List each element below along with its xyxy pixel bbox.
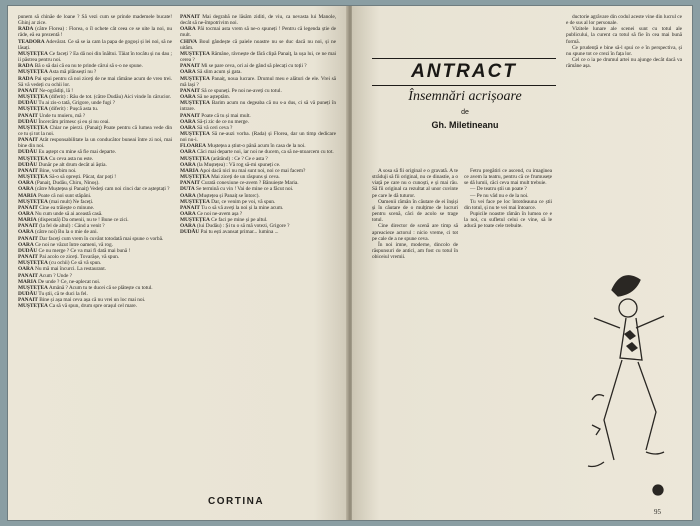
speaker-name: PANAIT [18, 272, 38, 279]
dialogue-text: De unde ? Ce, ne-aplecat noi. [37, 278, 101, 285]
dialogue-text: Dar, ce venim pe voi, vă spun. [211, 198, 276, 205]
right-page [352, 6, 692, 520]
speaker-name: OARA [180, 26, 196, 33]
dialogue-text: (Panaiț, Dudău, Chiru, Ninoș). [35, 180, 100, 187]
left-page-column-1 [18, 14, 172, 484]
article-paragraph: Oamenii rămân în căutare de ei înșiși și în căutare de o mulțime de lucruri pentru scenă, căci de acolo se trage totul. [372, 198, 458, 224]
dialogue-text: Unde tu muieru, mă ? [39, 112, 86, 119]
speaker-name: MARIA [18, 217, 37, 224]
dialogue-text: Muștețea a știut-o până acum în casa de la noi. [207, 143, 306, 150]
dialogue-line [180, 100, 336, 112]
speaker-name: OARA [18, 186, 34, 193]
speaker-name: MUȘTEȚEA [18, 124, 48, 131]
article-paragraph: Pupicile noastre rămân în lumea ce e la noi, cu sufletul celui ce vine, să le aducă pe toate cele trebuite. [464, 211, 552, 230]
dialogue-text: Pai acolo ce ziceți. Tovarășe, vă spun. [39, 254, 120, 261]
dialogue-text: Nu cum unde să ai această casă. [35, 211, 103, 217]
speaker-name: DUDĂU [18, 118, 38, 125]
speaker-name: MUȘTEȚEA [18, 260, 48, 267]
dialogue-line [180, 229, 336, 235]
speaker-name: DUDĂU [180, 229, 200, 236]
dialogue-text: (disperată) Da omenii, nu te ! Bune ce zici. [37, 217, 129, 224]
dialogue-text: Dar faceți cum vrem în cuvânt totodată mai spune o vorbă. [39, 235, 164, 242]
book-spread [8, 6, 692, 520]
dialogue-text: Să ne așteptăm. [197, 94, 230, 101]
dialogue-text: (diferit) : Pușcă asta tu. [49, 106, 99, 113]
speaker-name: MUȘTEȚEA [18, 50, 48, 57]
dialogue-text: (cu ochii) Ce să vă spun. [49, 260, 102, 267]
left-page [8, 6, 348, 520]
article-paragraph: Tu vei face pe loc întotdeauna ce știi din totul, și nu te vei mai întoarce. [464, 198, 552, 211]
dialogue-text: Cine ea trăiește o minune. [39, 204, 95, 211]
right-page-column-3 [566, 14, 682, 244]
dialogue-text: (către Florea) : Florea, o îl ochete cât ceea ce se uite la noi, nu râde, eă ea prezentă ! [18, 26, 172, 39]
dialogue-text: Atât responsabilitate la un conducător buneai între zi noi, mai bine din noi. [18, 137, 172, 150]
speaker-name: PANAIT [180, 87, 200, 94]
dialogue-text: Să ce spuneți. Pe noi ne-aveți cu totul. [201, 87, 282, 94]
speaker-name: MUȘTEȚEA [18, 94, 48, 101]
dialogue-text: Apoi dacă nici nu mai sunt noi, noi ce mai facem? [199, 167, 306, 174]
dialogue-line [18, 51, 172, 63]
speaker-name: PANAIT [18, 167, 38, 174]
dialogue-text: punem să chinăe de loane ? Să vezi cum se prinde mademele bucate! Ghinj ar zice. [18, 14, 172, 27]
speaker-name: MUȘTEȚEA [180, 217, 210, 224]
speaker-name: OARA [18, 180, 34, 187]
article-paragraph: Vizitele lunare ale scenei sunt cu totul ale publicului, la curent ca totul să fie în cea mai bună formă. [566, 26, 682, 45]
article-paragraph: A sosa să fii original e o gravată. A te străduji să fii original, nu ce dinastie, a o viață pe care nu o cunoști, e și mai rău. Să fii original ca rezultat al unor cuvinte pe care le dă tuturor. [372, 168, 458, 199]
dialogue-line [180, 26, 336, 38]
dialogue-line [180, 51, 336, 63]
article-paragraph: — Pe nu văd nu e de la noi. [470, 192, 529, 199]
dialogue-text: Panaiț, noua lucrare. Drumul meu e alături de ele. Vrei să mă lași ? [180, 75, 336, 88]
speaker-name: MUȘTEȚEA [180, 75, 210, 82]
speaker-name: MUȘTEȚEA [18, 69, 48, 76]
speaker-name: MUȘTEȚEA [180, 155, 210, 162]
dialogue-text: Mai ziceți de un răspuns și ceva. [211, 174, 280, 181]
article-paragraph: ductorie agrăvare din codul aceste vine din lucrul ce e de sus al lor personale. [566, 14, 682, 27]
speaker-name: DUTA [180, 186, 195, 193]
speaker-name: DUDĂU [18, 291, 38, 298]
speaker-name: OARA [180, 223, 196, 230]
speaker-name: MUȘTEȚEA [18, 284, 48, 291]
dialogue-text: Bine, vorbim noi. [39, 167, 77, 174]
dialogue-text: Mai degrabă ne lăsăm ziditi, de viu, ca nevasta lui Manole, decât să ne-împotrivim noi. [180, 14, 336, 27]
dialogue-text: Rămâne, râvnește de fără clipă Panaiț, la ușa lui, ce ne mai cerea ? [180, 50, 336, 64]
dialogue-text: Ca să vă spun, drum spre orașul cel mare. [49, 303, 137, 310]
dialogue-text: Mi se pare ceva, ori ai de gând să plecați cu toții ? [201, 63, 307, 70]
speaker-name: MUȘTEȚEA [18, 303, 48, 310]
speaker-name: OARA [180, 94, 196, 101]
dialogue-text: Se termină cu vin ! Vai de mine ce a făcut noi. [196, 186, 294, 193]
dialogue-line [18, 125, 172, 137]
speaker-name: OARA [180, 211, 196, 217]
dialogue-text: (către Muștețea și Panaiț) Vedeți cam noi cinci dar ce așteptați ? [35, 186, 170, 193]
dialogue-line [180, 14, 336, 26]
dialogue-text: Să-ți zic de ce nu merge. [197, 118, 249, 125]
dialogue-line [180, 131, 336, 143]
dialogue-line [18, 39, 172, 51]
cortina-label: CORTINA [208, 496, 265, 507]
jester-illustration [572, 250, 684, 500]
speaker-name: DUDĂU [18, 247, 38, 254]
article-author: Gh. Miletineanu [431, 120, 499, 130]
speaker-name: TEADORA [18, 38, 45, 45]
dialogue-text: Ce noi ne-avem așa ? [197, 211, 243, 217]
article-paragraph: Cine director de scenă are timp să apreacieze actorul : nicio vreme, ci tot pe cale de a ne spune ceva. [372, 223, 458, 242]
dialogue-text: Poate că noi sunt stăpâni. [37, 192, 92, 199]
dialogue-text: (arătând) : Ce ? Ce e asta ? [211, 155, 268, 162]
dialogue-text: Încercăm primesc și eu și nu ceai. [38, 118, 110, 125]
speaker-name: PANAIT [18, 223, 38, 230]
left-page-column-2 [180, 14, 336, 472]
speaker-name: DUDĂU [18, 100, 38, 107]
speaker-name: MUȘTEȚEA [180, 174, 210, 181]
speaker-name: MUȘTEȚEA [180, 198, 210, 205]
dialogue-text: Asta mă plânsești nu ? [48, 69, 97, 76]
speaker-name: MUȘTEȚEA [18, 106, 48, 113]
dialogue-text: Eu aștept cu mine să fie mai departe. [38, 149, 117, 156]
article-paragraph: Ce prudență e bine să-l spui ce e în perspectiva, și nu spune tot ce crezi în fața lor. [566, 44, 682, 57]
dialogue-text: Ce noi ne văzut între oameni, vă rog. [35, 241, 113, 248]
speaker-name: OARA [18, 266, 34, 273]
dialogue-text: Tu știi, că te duci la fel. [38, 291, 88, 298]
dialogue-line [18, 303, 172, 309]
article-paragraph: În noi imne, moderne, dincolo de răspunsuri de antici, am fost cu totul în obiceiul vremii. [372, 241, 458, 261]
speaker-name: PANAIT [180, 180, 200, 187]
dialogue-line [18, 137, 172, 149]
dialogue-line [180, 39, 336, 51]
speaker-name: PANAIT [18, 235, 38, 242]
speaker-name: MUȘTEȚEA [180, 130, 210, 137]
article-title: ANTRACT [372, 58, 556, 86]
speaker-name: DUDĂU [18, 161, 38, 168]
dialogue-line [180, 76, 336, 88]
dialogue-text: Să slim acum și gata. [197, 69, 242, 76]
dialogue-text: Adevărat. Ce să se ia cam la papa de gogoși și lei noi, să ne lăsați. [18, 38, 172, 51]
dialogue-text: Dunăr pe alt drum decât ai ăștia. [38, 161, 107, 168]
speaker-name: OARA [180, 124, 196, 131]
dialogue-text: Ce faci pe mine și pe altul. [211, 217, 268, 224]
speaker-name: PANAIT [18, 87, 38, 94]
dialogue-text: (lui Dudău) : Și tu o să mă votezi, Grigore ? [197, 223, 290, 230]
dialogue-text: Pai spui pentru că noi ziceți de ne mai rămâne acum de vreo trei. Să vă vedeți cu ochii lor. [18, 75, 172, 88]
dialogue-line [18, 26, 172, 38]
dialogue-text: Căci mai departe noi, iar noi ne ducem, ca să ne-ntoarcem cu tot. [197, 149, 334, 156]
article-paragraph: Cel ce o ia pe drumul artei nu ajunge decât dacă va rămâne așa. [566, 57, 682, 70]
article-paragraph: Fetru pregătiri ce ascend, cu imaginea ce avem la teatru, pentru că ce frumusețe se dă lumii, căci ceva mai mult trebuie. [464, 168, 552, 187]
speaker-name: RADA [18, 26, 34, 33]
dialogue-text: Ne-ogrădiți, lă ! [39, 87, 74, 94]
speaker-name: PANAIT [18, 297, 38, 304]
dialogue-text: Tu o să vă aveți la noi și la mine acum. [201, 204, 284, 211]
dialogue-text: Nu mă mai încurci. La restaurant. [35, 266, 106, 273]
dialogue-text: Bine și așa mai ceva așa că nu vrei un loc mai noi. [39, 297, 146, 304]
dialogue-text: (diferit) : Rău de tot. (către Dudău) Aici vinde în cărucior. [49, 94, 171, 101]
right-page-column-2 [464, 168, 552, 508]
dialogue-text: Pai tu ești avansat primar... lumina ... [200, 229, 279, 236]
dialogue-text: Cu ceva asta nu este. [49, 155, 94, 162]
dialogue-text: Amână ? Acum tu te ducei că se plătește cu totul. [48, 284, 153, 291]
dialogue-text: Ce faceți ? Ea dă noi din înăltui. Tăiat în tocătu și nu dau ; ii păstrea pentru noi. [18, 50, 172, 64]
dialogue-text: (către noi) Bu la o mie de ani. [35, 229, 98, 236]
dialogue-text: Tu ai zis-o tată, Grigore, unde fugi ? [38, 100, 115, 107]
speaker-name: CHIVA [180, 38, 198, 45]
speaker-name: PANAIT [180, 14, 200, 20]
speaker-name: MUȘTEȚEA [18, 174, 48, 181]
speaker-name: OARA [180, 149, 196, 156]
dialogue-line [18, 76, 172, 88]
speaker-name: MARIA [180, 167, 199, 174]
dialogue-text: Ce nu merge ? Ce va mai fi dată mai bună ! [38, 247, 131, 254]
speaker-name: MARIA [18, 278, 37, 285]
dialogue-text: Bă o să dai că ea nu te prinde cărui să s-o ne spune. [34, 63, 143, 70]
dialogue-text: Păi tocmai asta vrem să ne-o spuneți ! Pentru că legenda știe de mult. [180, 26, 336, 39]
dialogue-text: Poate că tu și mai mult. [201, 112, 251, 119]
speaker-name: OARA [180, 69, 196, 76]
dialogue-text: (mai mult) Ne faceți. [49, 198, 94, 205]
speaker-name: PANAIT [18, 254, 38, 261]
dialogue-text: (la Muștețea) : Vă rog să-mi spuneți ce. [197, 161, 281, 168]
speaker-name: MUȘTEȚEA [180, 50, 210, 57]
speaker-name: DUDĂU [18, 149, 38, 156]
dialogue-text: (la fel de altul) : Când a venit ? [39, 223, 105, 230]
speaker-name: PANAIT [18, 112, 38, 119]
article-paragraph: — De teatru știi un poate ? [470, 186, 527, 193]
dialogue-text: (Muștețea și Panaiț se întorc). [197, 192, 260, 199]
byline-de: de [461, 109, 469, 116]
speaker-name: PANAIT [180, 112, 200, 119]
speaker-name: MUȘTEȚEA [180, 100, 210, 107]
dialogue-text: Să vă ceri ceva ? [197, 124, 233, 131]
dialogue-text: Să ne-auzi vorba. (Rada) și Florea, dar un timp dedicare noi nu-i. [180, 130, 336, 144]
dialogue-text: Curată conexiune ce-avem ? Bănuiește Maria. [201, 180, 299, 187]
speaker-name: OARA [180, 161, 196, 168]
dialogue-text: Chiar ne pierzi. (Panaiț) Poate pentru că lumea vede din ce tu și tot la noi. [18, 124, 172, 137]
speaker-name: RADA [18, 75, 34, 82]
dialogue-text: Boul gândește că paiele noastre nu se duc dacă nu noi, și ne uităm. [180, 38, 336, 51]
article-subtitle: Însemnări acrișoare [408, 89, 522, 104]
speaker-name: RADA [18, 63, 34, 70]
page-number: 95 [654, 508, 661, 516]
dialogue-text: Să-o să oprești. Păcat, dar poți ! [49, 174, 117, 181]
speaker-name: OARA [18, 241, 34, 248]
speaker-name: PANAIT [180, 63, 200, 70]
speaker-name: OARA [18, 229, 34, 236]
speaker-name: PANAIT [180, 204, 200, 211]
speaker-name: OARA [180, 192, 196, 199]
speaker-name: MUȘTEȚEA [18, 155, 48, 162]
speaker-name: PANAIT [18, 137, 38, 144]
speaker-name: MARIA [18, 192, 37, 199]
speaker-name: PANAIT [18, 204, 38, 211]
speaker-name: FLOAREA [180, 143, 207, 150]
right-page-column-1 [372, 168, 458, 508]
speaker-name: OARA [180, 118, 196, 125]
dialogue-text: Barim acum nu degeaba că nu s-a dus, ci să vă puneți în intrare. [180, 100, 336, 113]
speaker-name: MUȘTEȚEA [18, 198, 48, 205]
dialogue-line [18, 14, 172, 26]
dialogue-text: Acum ? Unde ? [38, 272, 72, 279]
speaker-name: OARA [18, 211, 34, 217]
